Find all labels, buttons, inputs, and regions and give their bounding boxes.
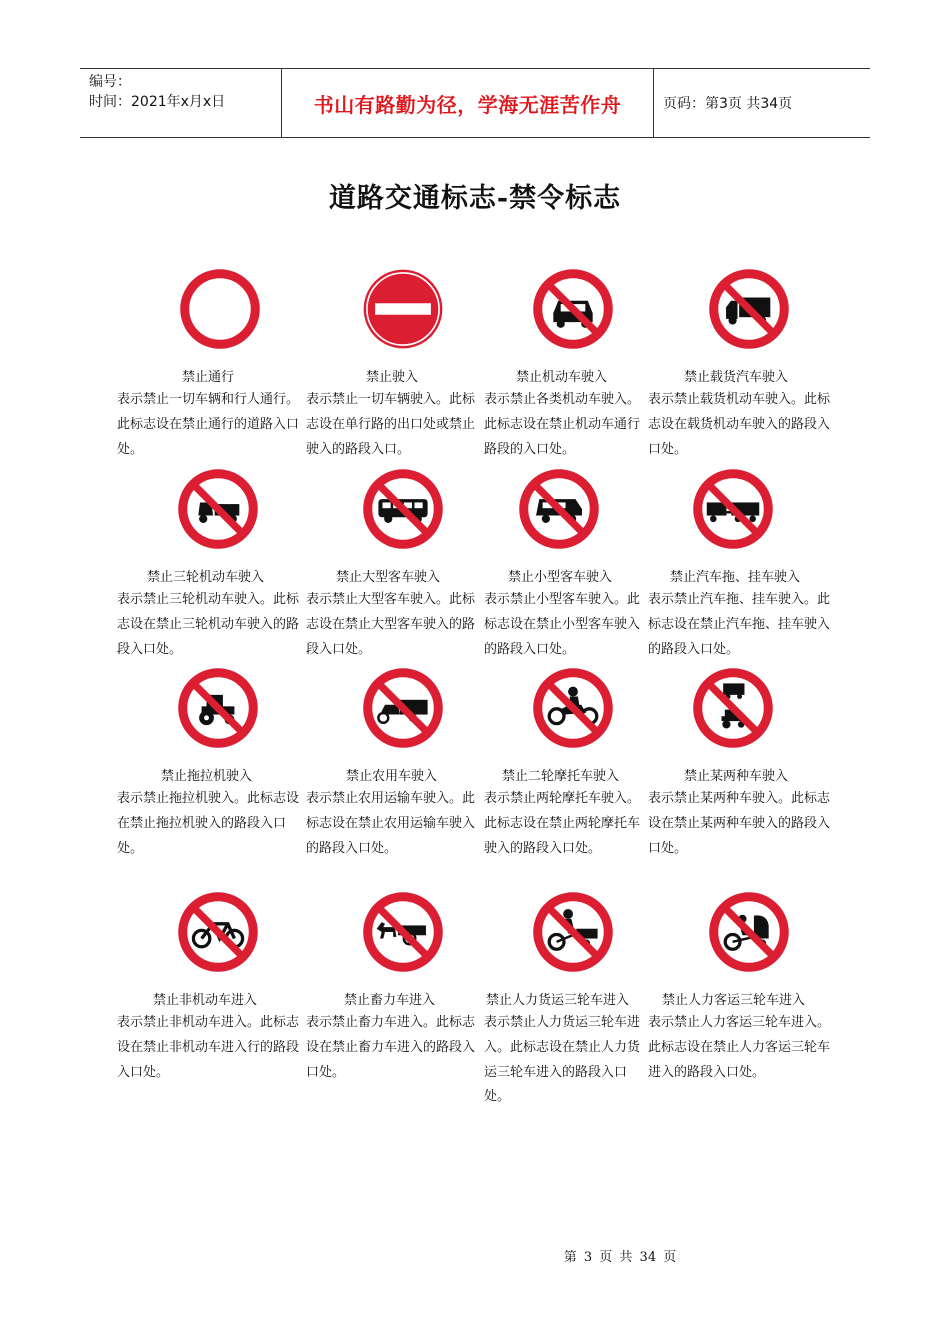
sign-name: 禁止拖拉机驶入 — [161, 769, 253, 784]
no-trailer-icon — [692, 468, 774, 550]
no-bus-icon — [362, 468, 444, 550]
header-page-info: 页码：第3页 共34页 — [663, 96, 793, 112]
no-motorcycle-icon — [532, 667, 614, 749]
no-tractor-icon — [177, 667, 259, 749]
sign-description: 表示禁止人力货运三轮车进入。此标志设在禁止人力货运三轮车进入的路段入口处。 — [484, 1015, 641, 1105]
sign-description: 表示禁止载货机动车驶入。此标志设在载货机动车驶入的路段入口处。 — [648, 392, 831, 457]
sign-name: 禁止畜力车进入 — [344, 993, 436, 1008]
sign-description: 表示禁止畜力车进入。此标志设在禁止畜力车进入的路段入口处。 — [306, 1015, 476, 1080]
no-truck-icon — [708, 268, 790, 350]
sign-name: 禁止某两种车驶入 — [684, 769, 789, 784]
sign-description: 表示禁止三轮机动车驶入。此标志设在禁止三轮机动车驶入的路段入口处。 — [117, 592, 300, 657]
no-entry-circle-icon — [179, 268, 261, 350]
time-label: 时间：2021年x月x日 — [89, 94, 226, 110]
sign-description: 表示禁止汽车拖、挂车驶入。此标志设在禁止汽车拖、挂车驶入的路段入口处。 — [648, 592, 831, 657]
sign-description: 表示禁止两轮摩托车驶入。此标志设在禁止两轮摩托车驶入的路段入口处。 — [484, 791, 641, 856]
no-farm-vehicle-icon — [362, 667, 444, 749]
page-title: 道路交通标志-禁令标志 — [328, 183, 622, 214]
sign-description: 表示禁止一切车辆和行人通行。此标志设在禁止通行的道路入口处。 — [117, 392, 300, 457]
sign-name: 禁止汽车拖、挂车驶入 — [670, 570, 801, 585]
sign-name: 禁止农用车驶入 — [346, 769, 438, 784]
page-footer: 第 3 页 共 34 页 — [563, 1250, 677, 1265]
sign-name: 禁止三轮机动车驶入 — [147, 570, 265, 585]
no-cargo-tricycle-icon — [532, 891, 614, 973]
sign-name: 禁止机动车驶入 — [516, 370, 608, 385]
sign-name: 禁止载货汽车驶入 — [684, 370, 789, 385]
no-bicycle-icon — [177, 891, 259, 973]
sign-description: 表示禁止一切车辆驶入。此标志设在单行路的出口处或禁止驶入的路段入口。 — [306, 392, 476, 457]
page-header — [80, 68, 870, 138]
sign-name: 禁止通行 — [182, 370, 235, 385]
sign-name: 禁止非机动车进入 — [153, 993, 258, 1008]
sign-description: 表示禁止某两种车驶入。此标志设在禁止某两种车驶入的路段入口处。 — [648, 791, 831, 856]
no-two-vehicle-types-icon — [692, 667, 774, 749]
number-label: 编号： — [89, 74, 131, 90]
sign-name: 禁止二轮摩托车驶入 — [502, 769, 620, 784]
sign-description: 表示禁止人力客运三轮车进入。此标志设在禁止人力客运三轮车进入的路段入口处。 — [648, 1015, 831, 1080]
no-motor-tricycle-icon — [177, 468, 259, 550]
sign-description: 表示禁止非机动车进入。此标志设在禁止非机动车进入行的路段入口处。 — [117, 1015, 300, 1080]
sign-name: 禁止小型客车驶入 — [508, 570, 613, 585]
header-meta — [80, 69, 282, 137]
sign-description: 表示禁止拖拉机驶入。此标志设在禁止拖拉机驶入的路段入口处。 — [117, 791, 300, 856]
no-animal-cart-icon — [362, 891, 444, 973]
no-motor-vehicle-icon — [532, 268, 614, 350]
sign-description: 表示禁止农用运输车驶入。此标志设在禁止农用运输车驶入的路段入口处。 — [306, 791, 476, 856]
sign-description: 表示禁止各类机动车驶入。此标志设在禁止机动车通行路段的入口处。 — [484, 392, 641, 457]
header-motto: 书山有路勤为径，学海无涯苦作舟 — [282, 69, 654, 137]
sign-name: 禁止人力客运三轮车进入 — [662, 993, 806, 1008]
sign-description: 表示禁止大型客车驶入。此标志设在禁止大型客车驶入的路段入口处。 — [306, 592, 476, 657]
no-passenger-tricycle-icon — [708, 891, 790, 973]
sign-name: 禁止大型客车驶入 — [336, 570, 441, 585]
no-entry-bar-icon — [362, 268, 444, 350]
sign-name: 禁止驶入 — [366, 370, 419, 385]
no-minibus-icon — [518, 468, 600, 550]
sign-description: 表示禁止小型客车驶入。此标志设在禁止小型客车驶入的路段入口处。 — [484, 592, 641, 657]
sign-name: 禁止人力货运三轮车进入 — [486, 993, 630, 1008]
